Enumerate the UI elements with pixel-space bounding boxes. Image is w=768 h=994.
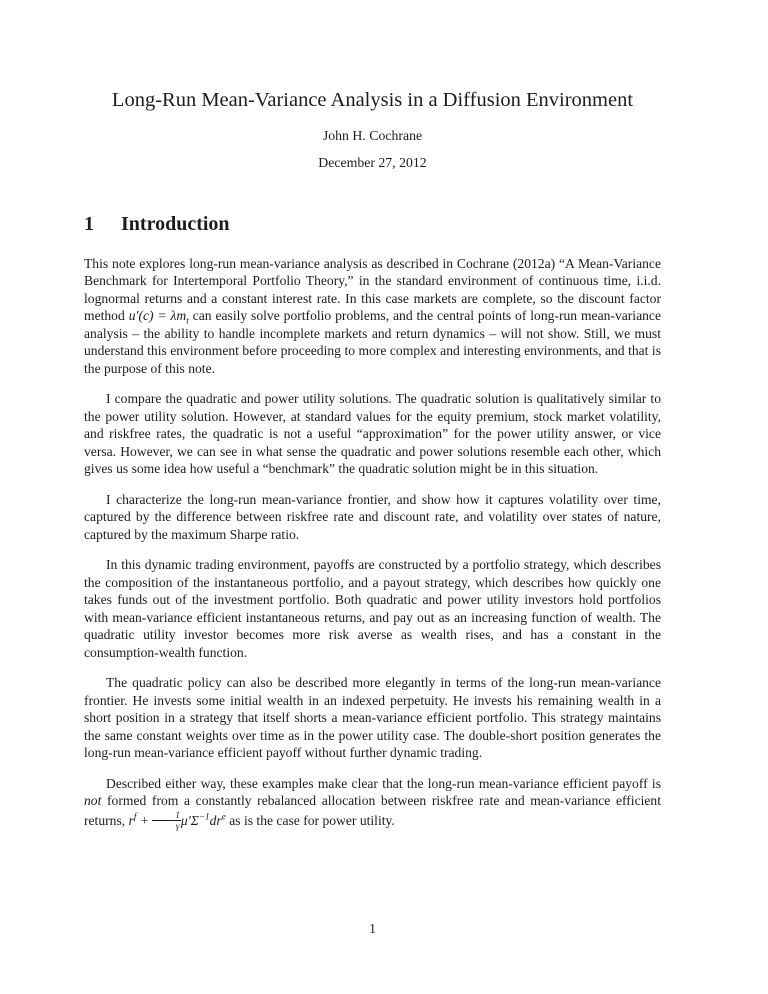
- section-number: 1: [84, 212, 94, 235]
- page-number: 1: [369, 921, 376, 936]
- body-text: [84, 255, 661, 832]
- paragraph-3: I characterize the long-run mean-variance frontier, and show how it captures volatility over time, captured by the difference between riskfree rate and discount rate, and volatility over states of nature, captured by the maximum Sharpe ratio.: [84, 491, 661, 542]
- paper-author: John H. Cochrane: [322, 127, 423, 143]
- paragraph-6: Described either way, these examples make clear that the long-run mean-variance efficient payoff is not formed from a constantly rebalanced allocation between riskfree rate and mean-variance efficient returns, $r^f$ + $\frac{1}{\gamma}$ $\mu'\Sigma^{-1}dr^e$ as is the case for power utility.: [84, 775, 661, 831]
- paper-title: Long-Run Mean-Variance Analysis in a Diffusion Environment: [111, 89, 634, 111]
- paragraph-5: The quadratic policy can also be described more elegantly in terms of the long-run mean-variance frontier. He invests some initial wealth in an indexed perpetuity. He invests his remaining wealth in a short position in a strategy that itself shorts a mean-variance efficient portfolio. This strategy maintains the same constant weights over time as in the power utility case. The double-short position generates the long-run mean-variance efficient payoff without further dynamic trading.: [84, 675, 661, 761]
- section-heading: [84, 213, 661, 236]
- paragraph-2: I compare the quadratic and power utility solutions. The quadratic solution is qualitatively similar to the power utility solution. However, at standard values for the equity premium, stock market volatility, and riskfree rates, the quadratic is not a useful “approximation” for the power utility answer, or vice versa. However, we can see in what sense the quadratic and power solutions resemble each other, which gives us some idea how useful a “benchmark” the quadratic solution might be in this situation.: [84, 391, 661, 477]
- section-title: Introduction: [121, 212, 230, 235]
- paper-date: December 27, 2012: [318, 154, 427, 170]
- paragraph-1: This note explores long-run mean-variance analysis as described in Cochrane (2012a) “A Mean-Variance Benchmark for Intertemporal Portfolio Theory,” in the standard environment of continuous time, i.i.d. lognormal returns and a constant interest rate. In this case markets are complete, so the discount factor method $u'(c) = \lambda m_t$ can easily solve portfolio problems, and the central points of long-run mean-variance analysis – the ability to handle incomplete markets and return dynamics – will not show. Still, we must understand this environment before proceeding to more complex and interesting environments, and that is the purpose of this note.: [84, 255, 661, 376]
- paragraph-4: In this dynamic trading environment, payoffs are constructed by a portfolio strategy, which describes the composition of the instantaneous portfolio, and a payout strategy, which describes how quickly one takes funds out of the investment portfolio. Both quadratic and power utility investors hold portfolios with mean-variance efficient instantaneous returns, and pay out as an increasing function of wealth. The quadratic utility investor becomes more risk averse as wealth rises, and has a constant in the consumption-wealth function.: [84, 557, 661, 660]
